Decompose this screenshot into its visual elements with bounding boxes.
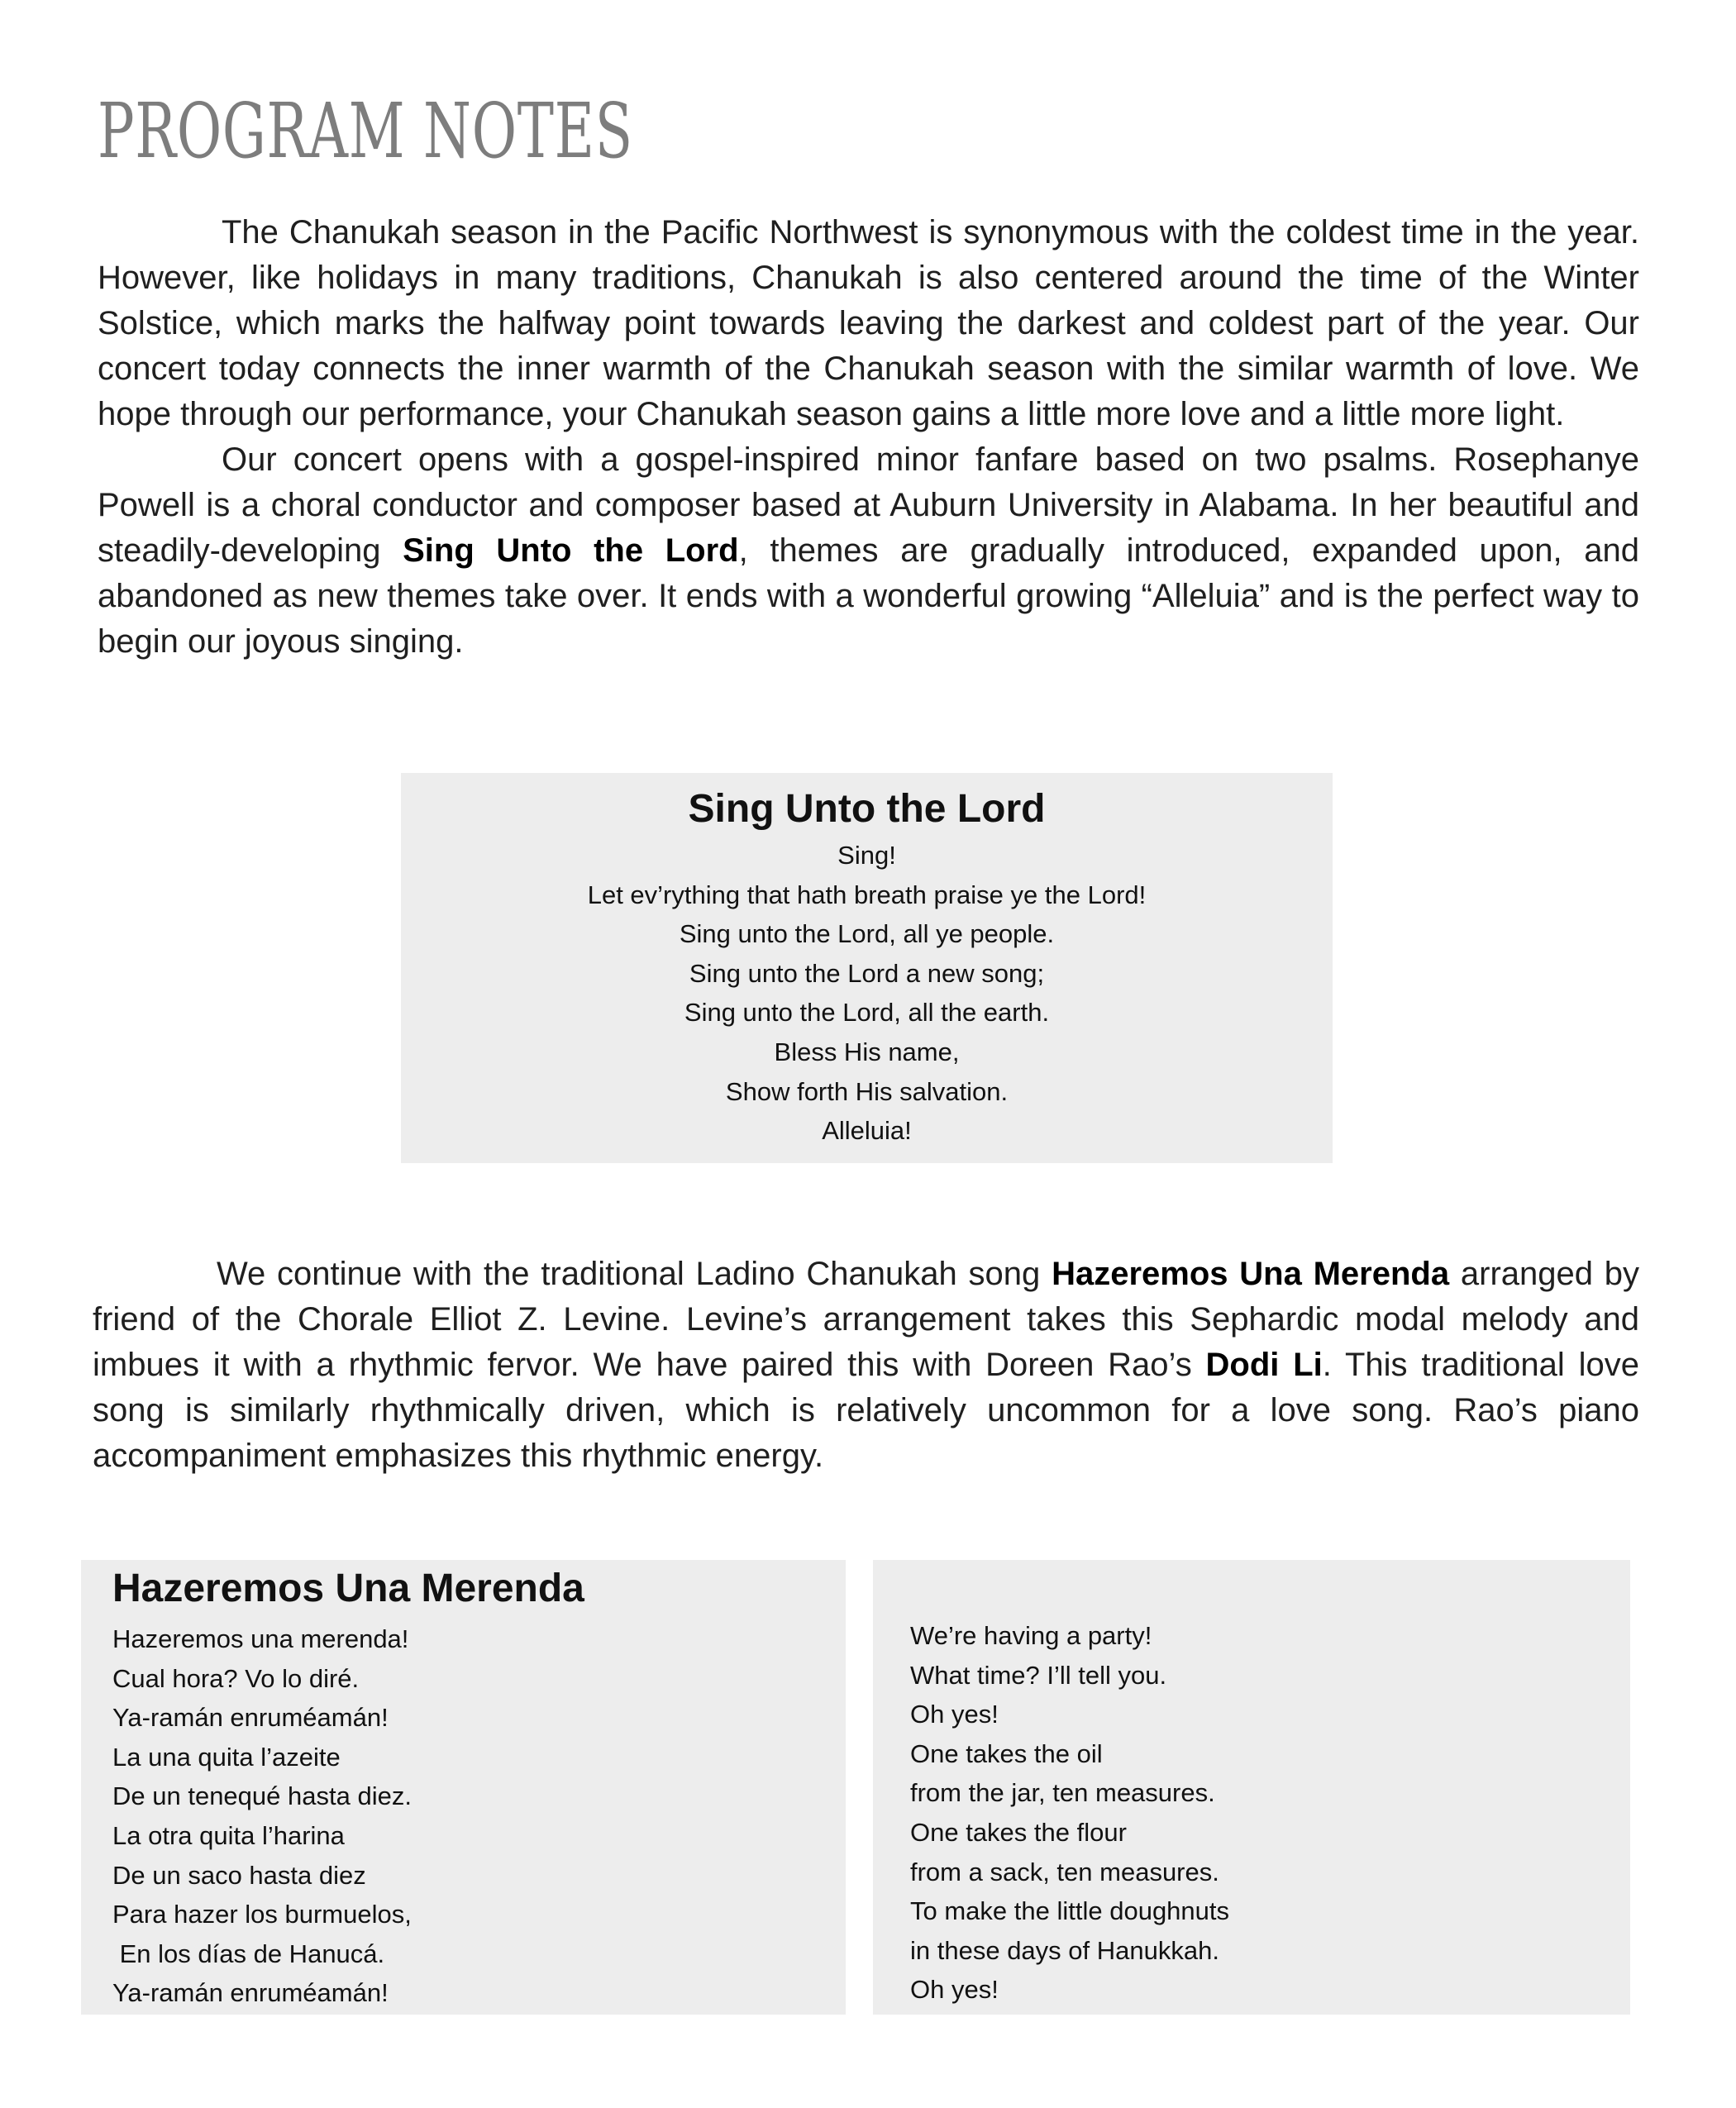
lyric-line: Show forth His salvation. [725,1076,1009,1106]
english-lyric-line: Oh yes! [910,1700,999,1729]
english-lyric-line: in these days of Hanukkah. [910,1935,1219,1965]
lyric-line: Sing unto the Lord, all ye people. [679,919,1055,949]
ladino-lyric-line: La otra quita l’harina [112,1820,345,1850]
lyric-line: Bless His name, [774,1037,960,1066]
english-lyric-line: What time? I’ll tell you. [910,1660,1167,1690]
lyric-line: Sing! [837,841,896,870]
ladino-lyric-line: De un saco hasta diez [112,1860,366,1890]
para3-text-c: . This traditional love song is similarly rhythmically driven, which is relatively uncommon for a love song. Rao’s piano accompaniment emphasizes this rhythmic energy. [93,1347,1639,1474]
intro-p2-song-title: Sing Unto the Lord [403,532,739,569]
english-lyric-line: To make the little doughnuts [910,1896,1230,1926]
ladino-lyric-line: Ya-ramán enruméamán! [112,1703,389,1733]
english-lyric-line: from a sack, ten measures. [910,1857,1219,1886]
ladino-lyric-line: Para hazer los burmuelos, [112,1900,412,1929]
ladino-lyric-line: La una quita l’azeite [112,1742,341,1772]
english-lyric-line: Oh yes! [910,1975,999,2005]
ladino-lyric-line: Cual hora? Vo lo diré. [112,1663,360,1693]
intro-paragraph-1: The Chanukah season in the Pacific Northwest is synonymous with the coldest time in the year. However, like holidays in many traditions, Chanukah is also centered around the time of the Winter Solstice, which marks the halfway point towards leaving the darkest and coldest part of the year. Our concert today connects the inner warmth of the Chanukah season with the similar warmth of love. We hope through our performance, your Chanukah season gains a little more love and a little more light. [98,214,1639,432]
program-note-paragraph-3 [93,1252,1639,1479]
intro-paragraph-2 [98,437,1639,665]
para3-song-title-dodi-li: Dodi Li [1205,1347,1323,1383]
para3-text-b: arranged by friend of the Chorale Elliot Z. Levine. Levine’s arrangement takes this Sephardic modal melody and imbues it with a rhythmic fervor. We have paired this with Doreen Rao’s [93,1256,1640,1383]
lyric-line: Sing unto the Lord a new song; [689,958,1045,988]
intro-text [98,210,1639,665]
lyric-line: Alleluia! [822,1116,912,1146]
english-lyric-line: One takes the oil [910,1738,1103,1768]
sing-unto-the-lord-title: Sing Unto the Lord [688,787,1046,831]
lyric-line: Sing unto the Lord, all the earth. [684,998,1050,1028]
paragraph-3 [93,1252,1639,1479]
ladino-lyric-line: Ya-ramán enruméamán! [112,1978,389,2008]
ladino-lyric-line: De un tenequé hasta diez. [112,1781,412,1811]
para3-text-a: We continue with the traditional Ladino Chanukah song [217,1256,1052,1292]
hazeremos-ladino-lyrics-box [81,1560,846,2015]
lyric-line: Let ev’rything that hath breath praise ye the Lord! [587,880,1147,909]
ladino-lyric-line: Hazeremos una merenda! [112,1624,409,1653]
intro-p2-text-b: , themes are gradually introduced, expanded upon, and abandoned as new themes take over. It ends with a wonderful growing “Alleluia” and is the perfect way to begin our joyous singing. [98,532,1639,660]
sing-unto-the-lord-lyrics-box [401,773,1333,1163]
hazeremos-english-translation-box [873,1560,1630,2015]
intro-p2-text-a: Our concert opens with a gospel-inspired minor fanfare based on two psalms. Rosephanye Powell is a choral conductor and composer based at Auburn University in Alabama. In her beautiful and steadily-developing [98,441,1639,569]
hazeremos-title: Hazeremos Una Merenda [112,1567,584,1610]
english-lyric-line: from the jar, ten measures. [910,1778,1215,1808]
english-lyric-line: We’re having a party! [910,1621,1152,1650]
para3-song-title-hazeremos: Hazeremos Una Merenda [1052,1256,1450,1292]
ladino-lyric-line: En los días de Hanucá. [112,1939,385,1968]
english-lyric-line: One takes the flour [910,1817,1127,1847]
page-title: PROGRAM NOTES [98,87,633,175]
